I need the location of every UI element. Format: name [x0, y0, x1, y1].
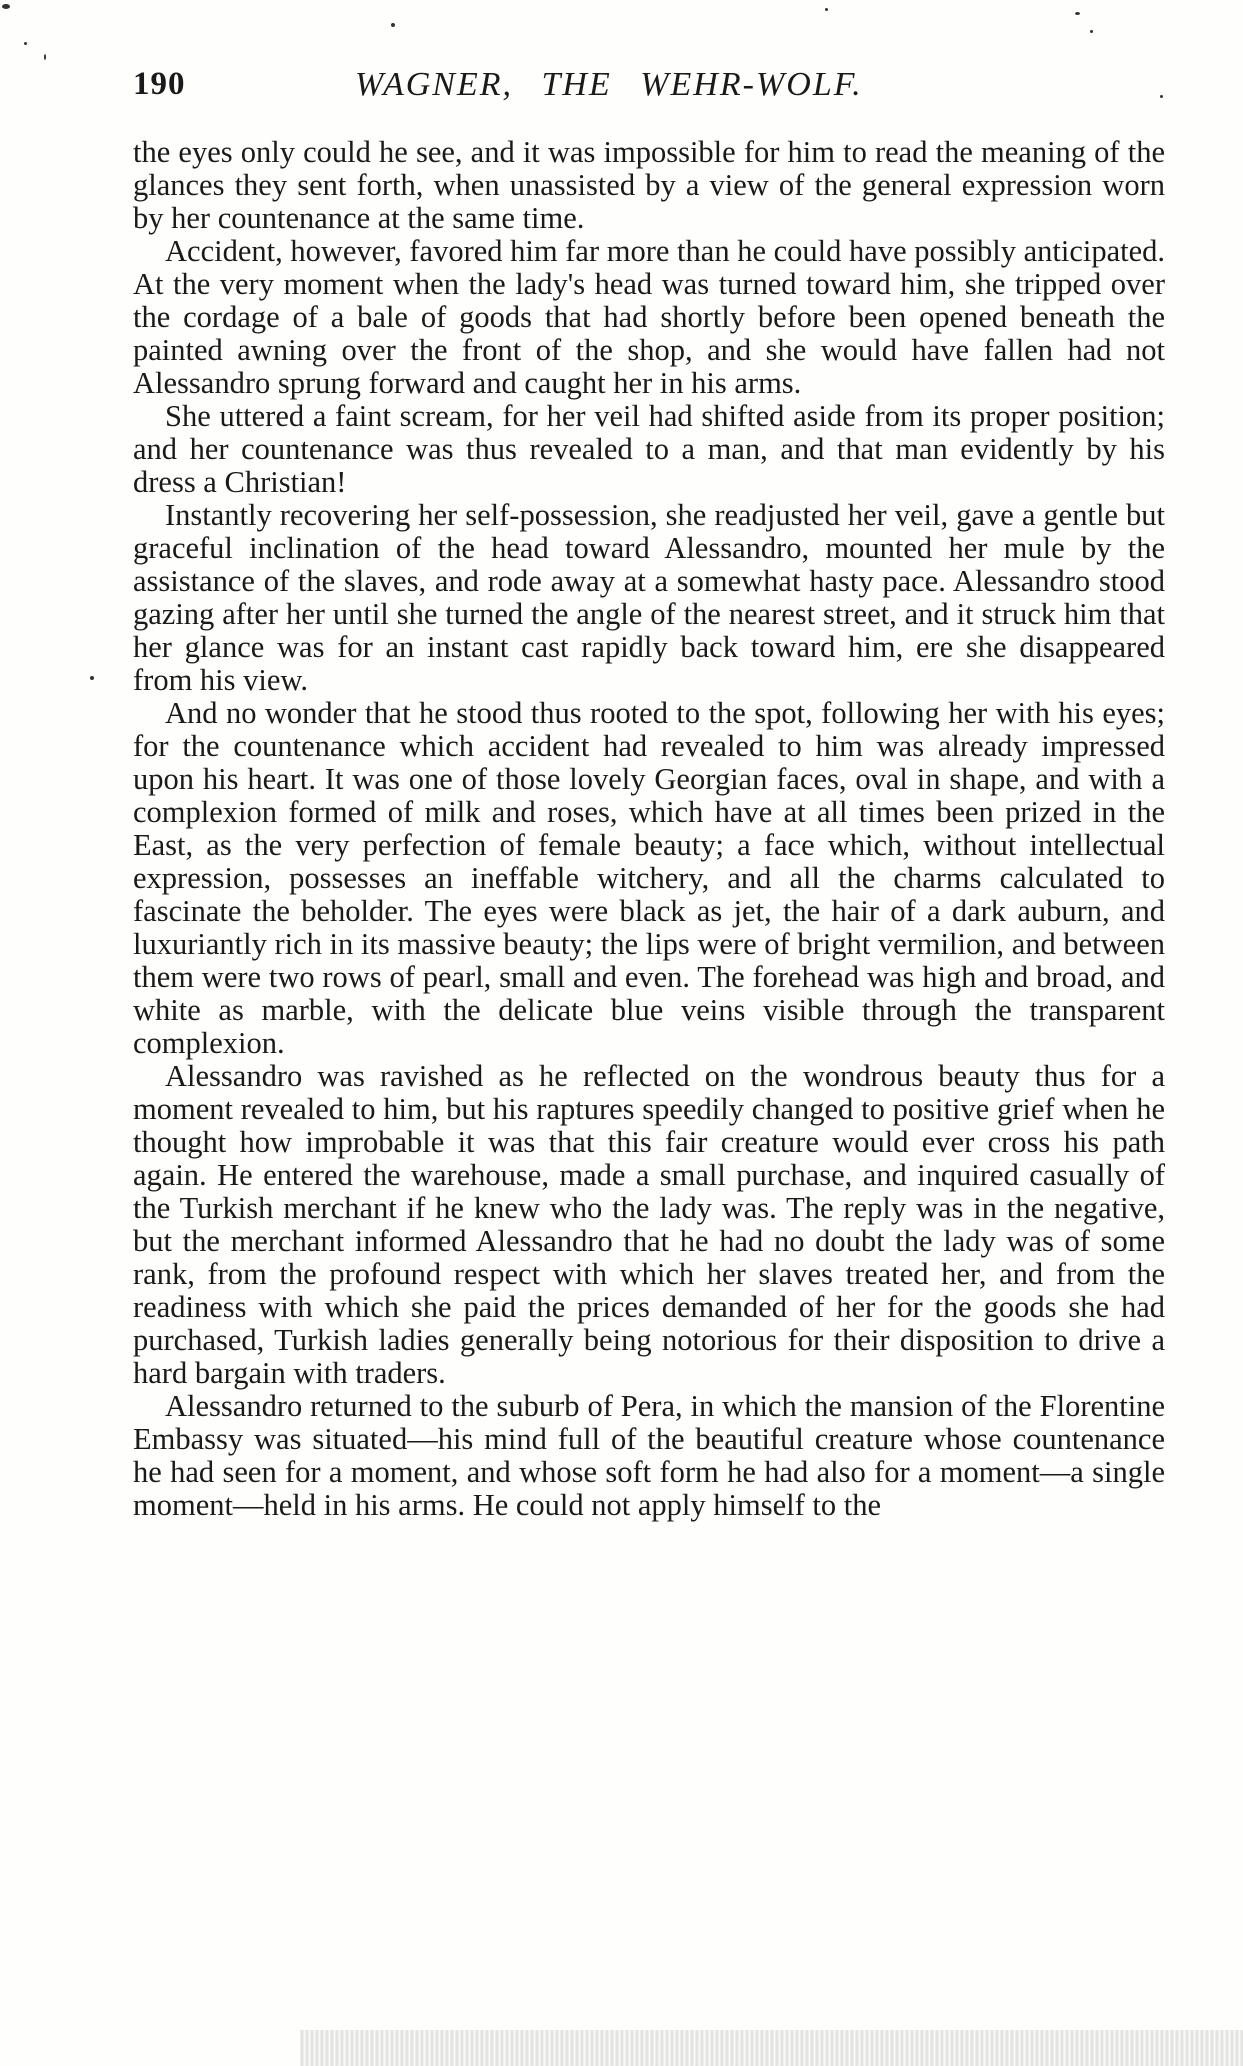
- paragraph-3: She uttered a faint scream, for her veil had shifted aside from its proper position; and her countenance was thus revealed to a man, and that man evidently by his dress a Christian!: [133, 399, 1165, 499]
- scan-speck: [1075, 12, 1080, 15]
- scan-speck: [44, 54, 46, 60]
- paragraph-5: And no wonder that he stood thus rooted to the spot, following her with his eyes; for the countenance which accident had revealed to him was already impressed upon his heart. It was one of those lovely Georgian faces, oval in shape, and with a complexion formed of milk and roses, which have at all times been prized in the East, as the very perfection of female beauty; a face which, without intellectual expression, possesses an ineffable witchery, and all the charms calculated to fascinate the beholder. The eyes were black as jet, the hair of a dark auburn, and luxuriantly rich in its massive beauty; the lips were of bright vermilion, and between them were two rows of pearl, small and even. The forehead was high and broad, and white as marble, with the delicate blue veins visible through the transparent complexion.: [133, 696, 1165, 1060]
- paragraph-7: Alessandro returned to the suburb of Pera, in which the mansion of the Florentine Embassy was situated—his mind full of the beautiful creature whose countenance he had seen for a moment, and whose soft form he had also for a moment—a single moment—held in his arms. He could not apply himself to the: [133, 1389, 1165, 1522]
- page-number: 190: [133, 66, 186, 102]
- scan-speck: [2, 4, 10, 9]
- scan-edge-noise: [300, 2030, 1243, 2066]
- page-header: [133, 66, 1165, 116]
- body-text: [133, 136, 1165, 1522]
- scan-speck: [24, 42, 27, 45]
- scan-speck: [1090, 30, 1093, 33]
- scan-speck: [90, 676, 94, 680]
- scan-speck: [825, 8, 828, 11]
- paragraph-6: Alessandro was ravished as he reflected on the wondrous beauty thus for a moment revealed to him, but his raptures speedily changed to positive grief when he thought how improbable it was that this fair creature would ever cross his path again. He entered the warehouse, made a small purchase, and inquired casually of the Turkish merchant if he knew who the lady was. The reply was in the negative, but the merchant informed Alessandro that he had no doubt the lady was of some rank, from the profound respect with which her slaves treated her, and from the readiness with which she paid the prices demanded of her for the goods she had purchased, Turkish ladies generally being notorious for their disposition to drive a hard bargain with traders.: [133, 1059, 1165, 1390]
- paragraph-4: Instantly recovering her self-possession, she readjusted her veil, gave a gentle but graceful inclination of the head toward Alessandro, mounted her mule by the assistance of the slaves, and rode away at a somewhat hasty pace. Alessandro stood gazing after her until she turned the angle of the nearest street, and it struck him that her glance was for an instant cast rapidly back toward him, ere she disappeared from his view.: [133, 498, 1165, 697]
- running-title: WAGNER, THE WEHR-WOLF.: [355, 66, 863, 103]
- paragraph-2: Accident, however, favored him far more than he could have possibly anticipated. At the very moment when the lady's head was turned toward him, she tripped over the cordage of a bale of goods that had shortly before been opened beneath the painted awning over the front of the shop, and she would have fallen had not Alessandro sprung forward and caught her in his arms.: [133, 234, 1165, 400]
- paragraph-1: the eyes only could he see, and it was impossible for him to read the meaning of the glances they sent forth, when unassisted by a view of the general expression worn by her countenance at the same time.: [133, 135, 1165, 235]
- scan-speck: [391, 23, 395, 27]
